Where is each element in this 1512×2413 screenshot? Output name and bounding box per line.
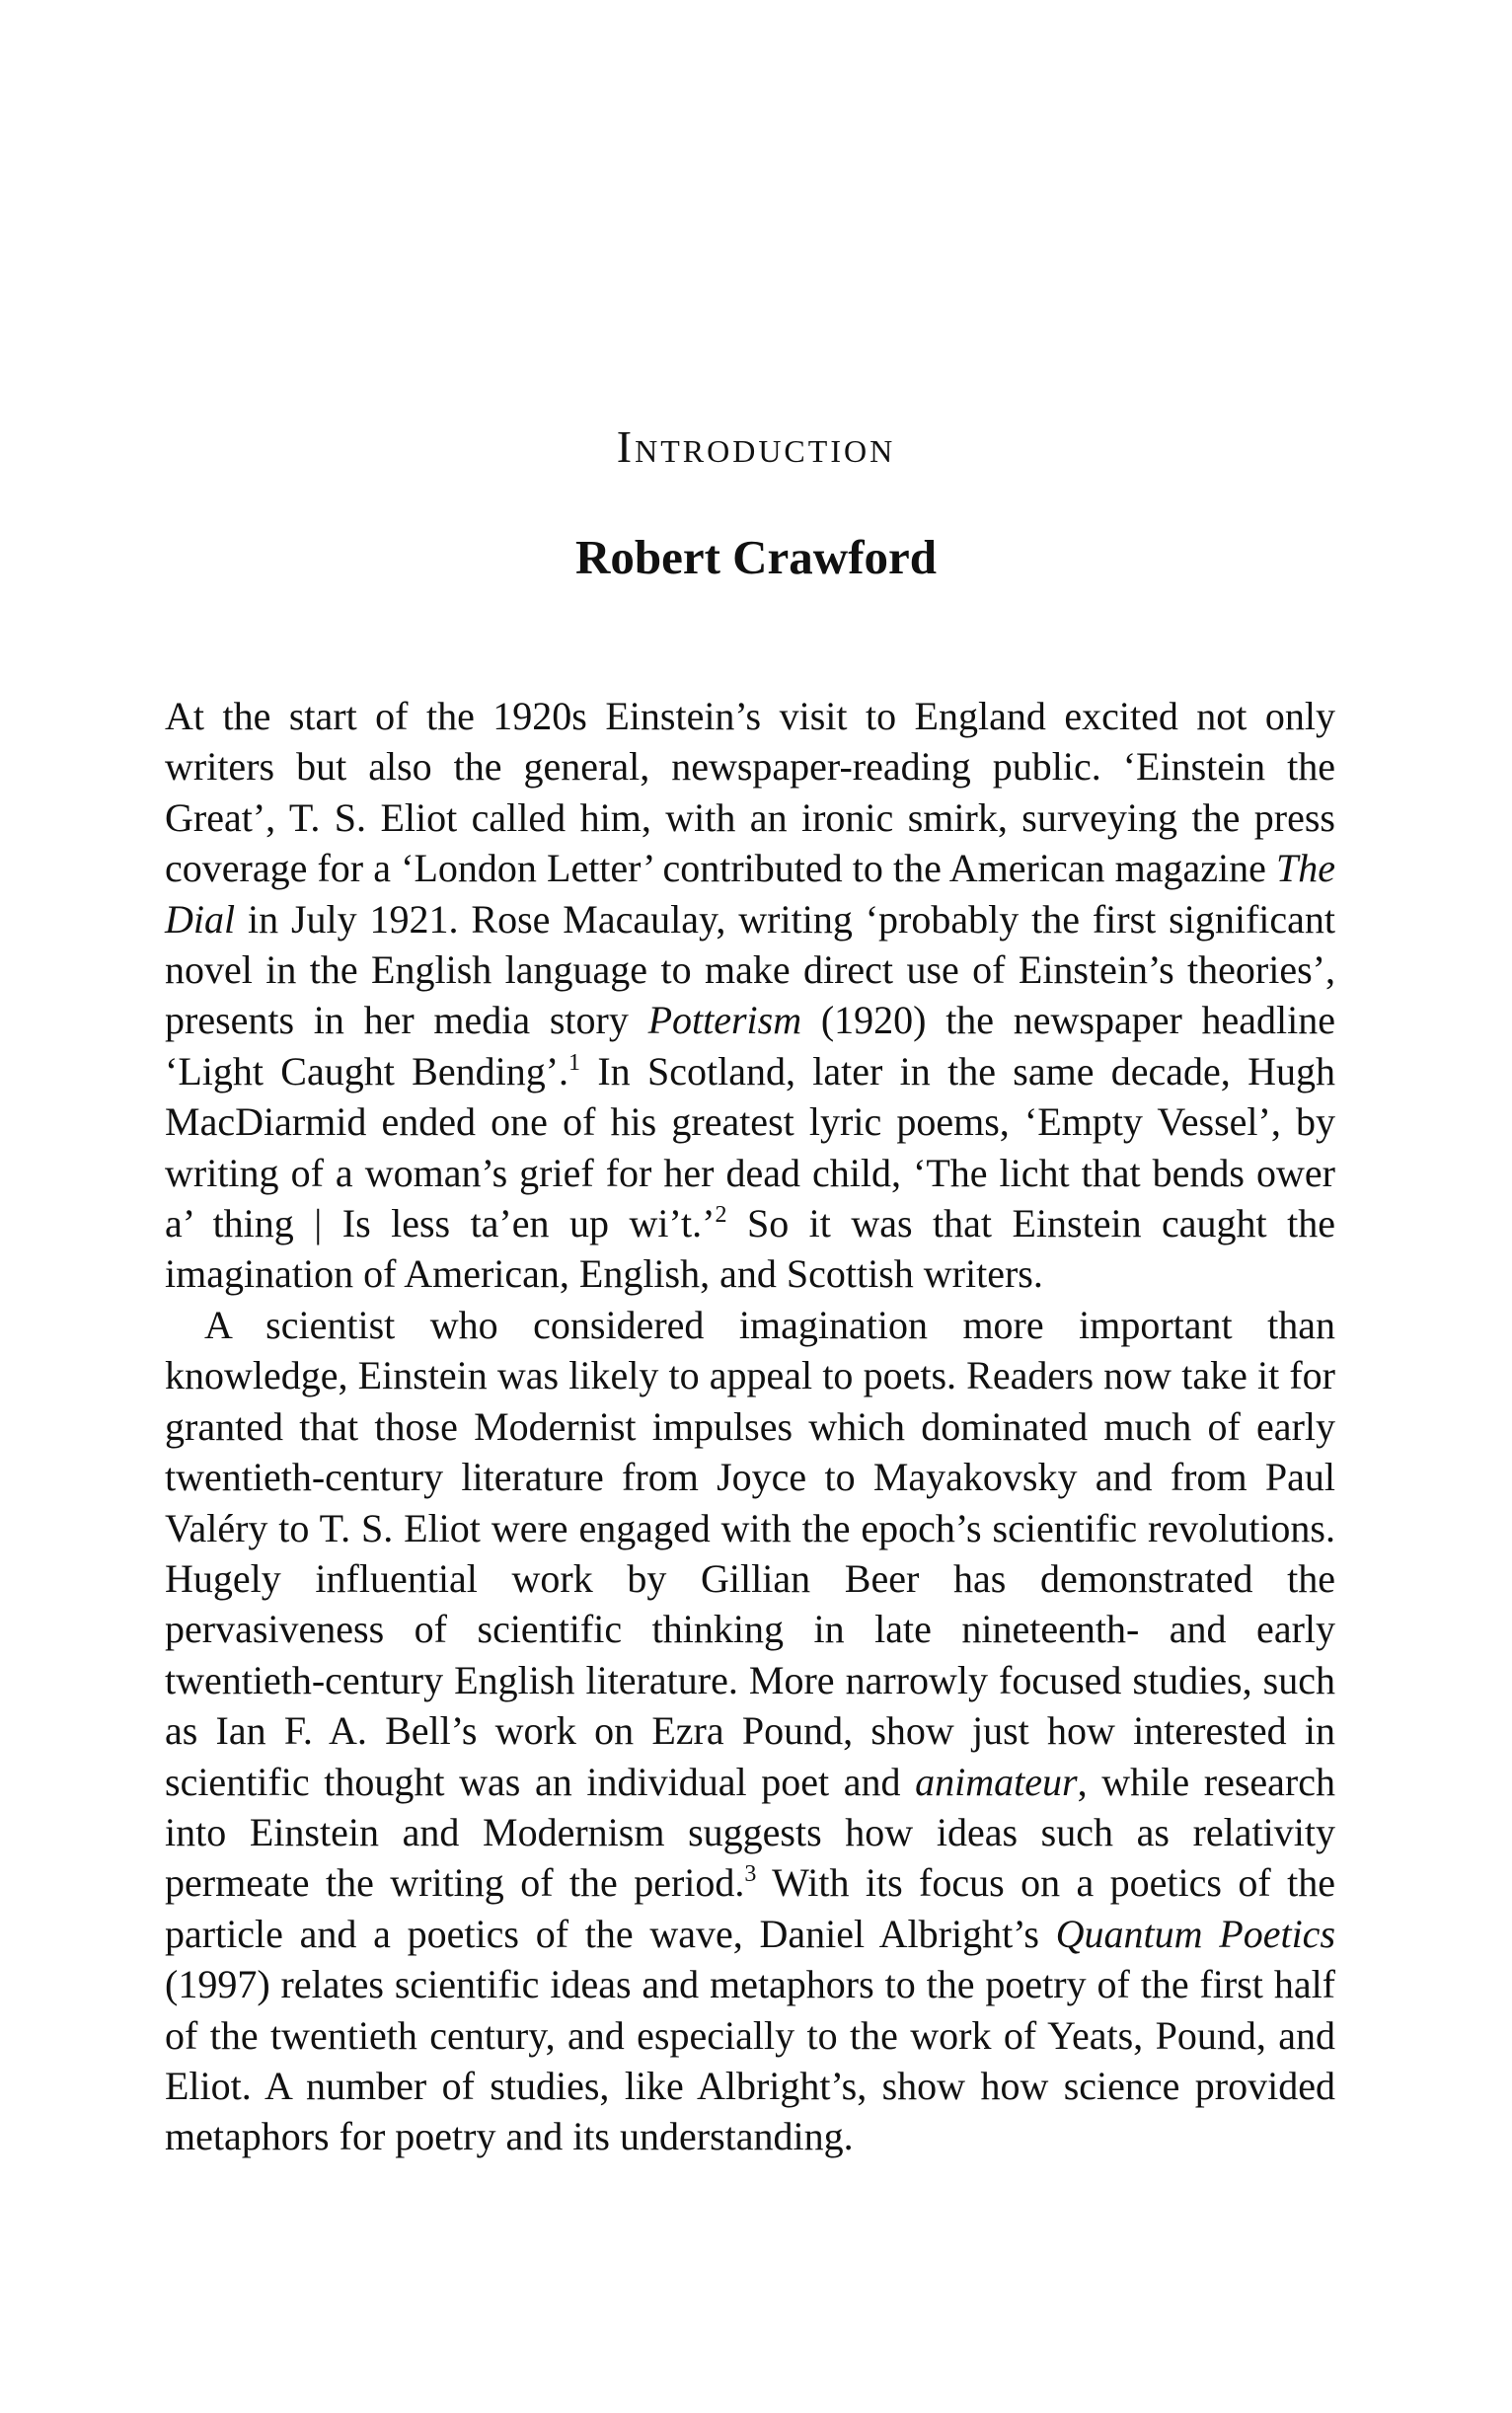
italic-title-quantum-poetics: Quantum Poetics bbox=[1055, 1911, 1336, 1956]
text-run: A scientist who considered imagination more important than knowledge, Einstein was likely to appeal to poets. Readers now take it for granted that those Modernist impulses which dominated much of early twentieth-century literature from Joyce to Mayakovsky and from Paul Valéry to T. S. Eliot were engaged with the epoch’s scientific revolutions. Hugely influential work by Gillian Beer has demonstrated the pervasiveness of scientific thinking in late nineteenth- and early twentieth-century English literature. More narrowly focused studies, such as Ian F. A. Bell’s work on Ezra Pound, show just how interested in scientific thought was an individual poet and bbox=[165, 1302, 1335, 1804]
body-text bbox=[165, 691, 1335, 2162]
footnote-marker-2: 2 bbox=[715, 1202, 727, 1229]
chapter-author: Robert Crawford bbox=[574, 530, 938, 584]
text-run: , while research into Einstein and Modernism suggests how ideas such as relativity permeate the writing of the period. bbox=[165, 1759, 1335, 1906]
text-run: At the start of the 1920s Einstein’s visit to England excited not only writers but also the general, newspaper-reading public. ‘Einstein the Great’, T. S. Eliot called him, with an ironic smirk, surveying the press coverage for a ‘London Letter’ contributed to the American magazine bbox=[165, 694, 1335, 891]
footnote-marker-1: 1 bbox=[568, 1049, 581, 1076]
italic-title-the-dial: The Dial bbox=[165, 846, 1335, 942]
text-run: In Scotland, later in the same decade, Hugh MacDiarmid ended one of his greatest lyric poems, ‘Empty Vessel’, by writing of a woman’s grief for her dead child, ‘The licht that bends ower a’ thing | Is less ta’en up wi’t.’ bbox=[165, 1048, 1335, 1246]
paragraph-1 bbox=[165, 691, 1335, 1300]
text-run: in July 1921. Rose Macaulay, writing ‘probably the first significant novel in the English language to make direct use of Einstein’s theories’, presents in her media story bbox=[165, 896, 1335, 1043]
text-run: With its focus on a poetics of the particle and a poetics of the wave, Daniel Albright’s bbox=[165, 1860, 1335, 1956]
text-run: So it was that Einstein caught the imagination of American, English, and Scottish writers. bbox=[165, 1201, 1336, 1297]
italic-title-potterism: Potterism bbox=[647, 998, 802, 1043]
text-run: (1920) the newspaper headline ‘Light Caught Bending’. bbox=[165, 998, 1336, 1093]
text-run: (1997) relates scientific ideas and metaphors to the poetry of the first half of the twentieth century, and especially to the work of Yeats, Pound, and Eliot. A number of studies, like Albright’s, show how science provided metaphors for poetry and its understanding. bbox=[165, 1962, 1335, 2159]
paragraph-2 bbox=[165, 1300, 1335, 2162]
footnote-marker-3: 3 bbox=[744, 1861, 757, 1888]
italic-word-animateur: animateur bbox=[915, 1759, 1078, 1804]
chapter-title: Introduction bbox=[616, 421, 896, 472]
